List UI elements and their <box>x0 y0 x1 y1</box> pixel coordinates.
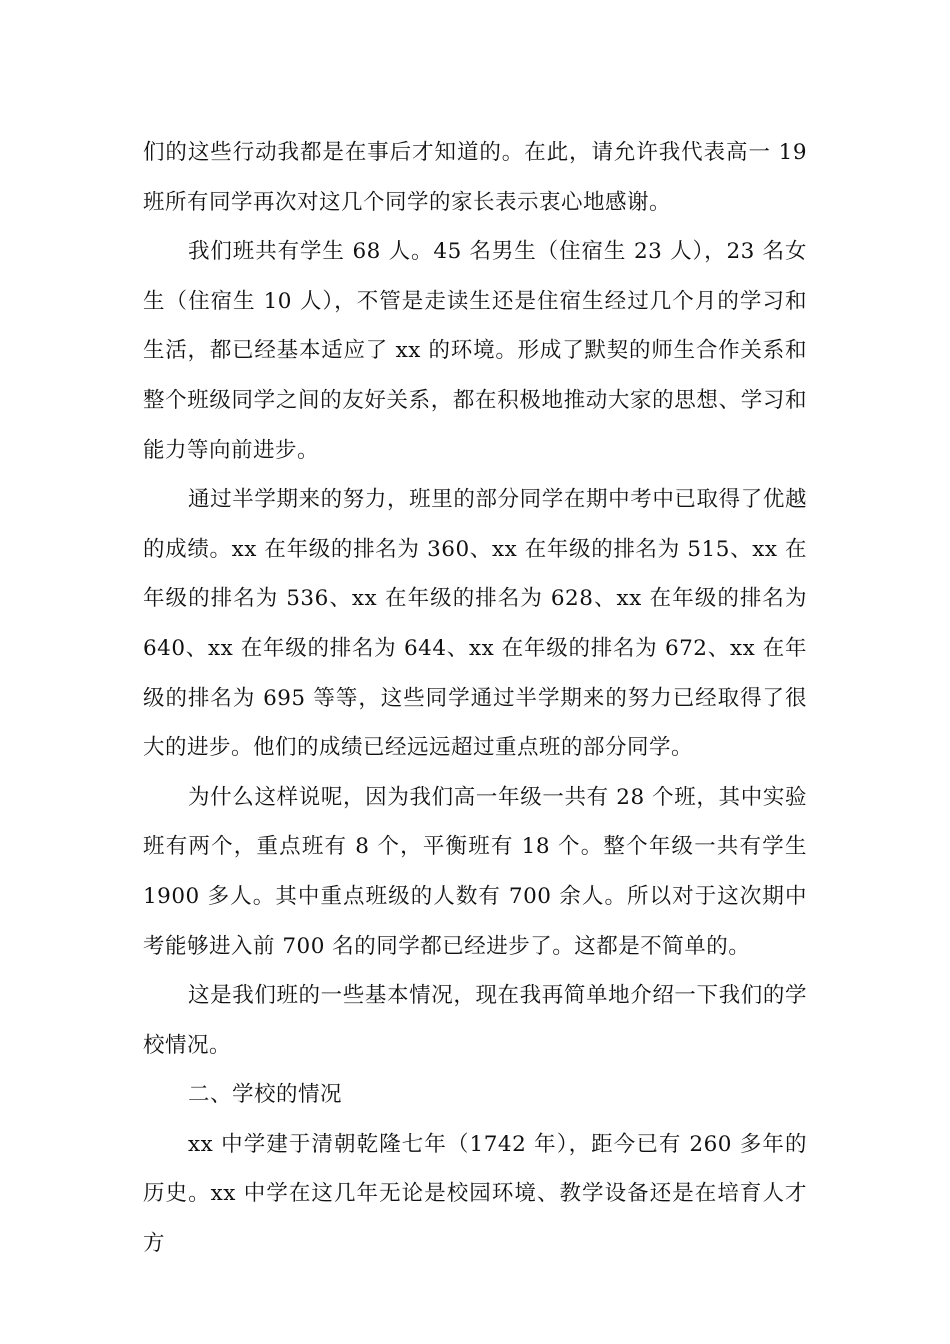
paragraph-class-size: 我们班共有学生 68 人。45 名男生（住宿生 23 人），23 名女生（住宿生 10 人），不管是走读生还是住宿生经过几个月的学习和生活，都已经基本适应了 xx 的环境。形成了默契的师生合作关系和整个班级同学之间的友好关系，都在积极地推动大家的思想、学习和能力等向前进步。 <box>143 239 807 463</box>
paragraph-grade-structure: 为什么这样说呢，因为我们高一年级一共有 28 个班，其中实验班有两个，重点班有 8 个，平衡班有 18 个。整个年级一共有学生 1900 多人。其中重点班级的人数有 700 余人。所以对于这次期中考能够进入前 700 名的同学都已经进步了。这都是不简单的。 <box>143 784 807 959</box>
paragraph-rankings: 通过半学期来的努力，班里的部分同学在期中考中已取得了优越的成绩。xx 在年级的排名为 360、xx 在年级的排名为 515、xx 在年级的排名为 536、xx 在年级的排名为 628、xx 在年级的排名为 640、xx 在年级的排名为 644、xx 在年级的排名为 672、xx 在年级的排名为 695 等等，这些同学通过半学期来的努力已经取得了很大的进步。他们的成绩已经远远超过重点班的部分同学。 <box>143 487 807 761</box>
paragraph-school-history: xx 中学建于清朝乾隆七年（1742 年），距今已有 260 多年的历史。xx 中学在这几年无论是校园环境、教学设备还是在培育人才方 <box>143 1131 807 1257</box>
paragraph-transition: 这是我们班的一些基本情况，现在我再简单地介绍一下我们的学校情况。 <box>143 983 807 1058</box>
document-body <box>143 128 807 1269</box>
paragraph-thanks: 们的这些行动我都是在事后才知道的。在此，请允许我代表高一 19 班所有同学再次对这几个同学的家长表示衷心地感谢。 <box>143 140 807 215</box>
section-heading-school: 二、学校的情况 <box>188 1082 343 1108</box>
